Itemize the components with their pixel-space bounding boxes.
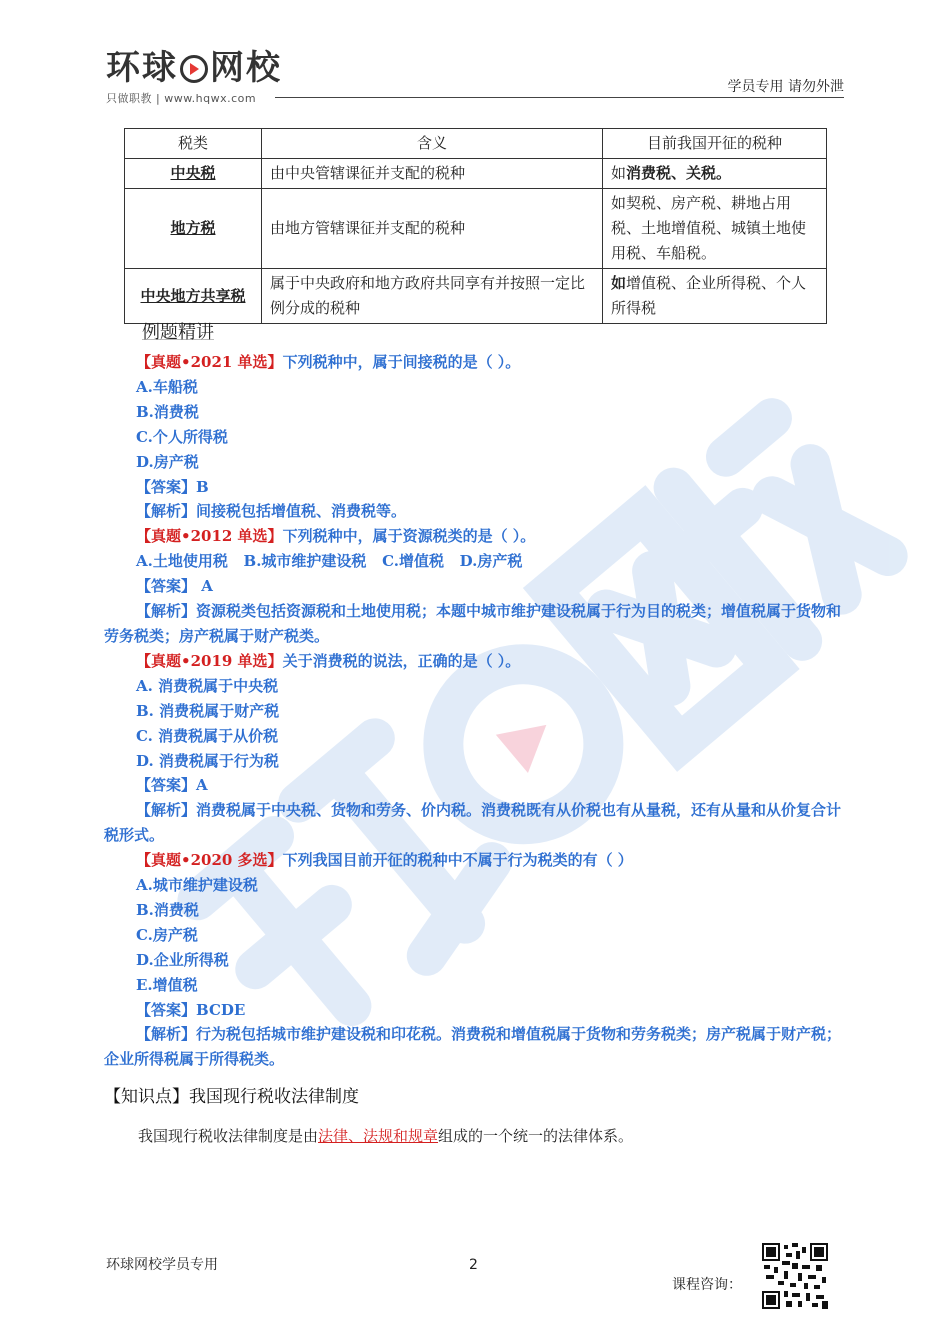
section-title: 例题精讲	[142, 322, 214, 343]
category-label: 中央地方共享税	[140, 286, 246, 305]
highlighted-term: 法律、法规和规章	[318, 1127, 439, 1146]
question-tag: 【真题•2019 单选】	[136, 651, 283, 670]
examples-text: 消费税、关税。	[626, 164, 732, 182]
examples-prefix: 如	[611, 274, 627, 292]
option: C. 消费税属于从价税	[136, 726, 279, 745]
course-consult-label: 课程咨询：	[672, 1277, 742, 1293]
table-header-row	[125, 129, 827, 159]
option: D.企业所得税	[136, 950, 229, 969]
question-text: 下列税种中，属于资源税类的是（ ）。	[282, 527, 536, 546]
table-row	[125, 159, 827, 189]
play-icon	[180, 55, 208, 83]
question-text: 关于消费税的说法，正确的是（ ）。	[282, 651, 521, 670]
text-before: 我国现行税收法律制度是由	[138, 1127, 319, 1146]
table-cell-meaning: 由地方管辖课征并支配的税种	[262, 189, 603, 269]
logo-subtitle: 只做职教 | www.hqwx.com	[106, 92, 257, 105]
options-inline: A.土地使用税 B.城市维护建设税 C.增值税 D.房产税	[136, 552, 523, 571]
table-cell-category	[125, 159, 262, 189]
table-cell-examples	[603, 159, 827, 189]
question-tag: 【真题•2021 单选】	[136, 353, 283, 371]
analysis: 【解析】间接税包括增值税、消费税等。	[136, 502, 407, 521]
text-after: 组成的一个统一的法律体系。	[438, 1127, 634, 1146]
examples-prefix: 如	[611, 164, 627, 182]
option: A. 消费税属于中央税	[136, 676, 279, 695]
header-divider	[275, 97, 844, 98]
question-text: 下列税种中，属于间接税的是（ ）。	[282, 353, 521, 371]
option: B. 消费税属于财产税	[136, 701, 280, 720]
table-header: 含义	[262, 129, 603, 159]
option: A.车船税	[136, 377, 198, 396]
table-cell-meaning: 属于中央政府和地方政府共同享有并按照一定比例分成的税种	[262, 269, 603, 324]
answer: 【答案】BCDE	[136, 1000, 246, 1019]
knowledge-point-text	[104, 1124, 846, 1148]
category-label: 地方税	[170, 219, 216, 237]
logo-wordmark	[106, 48, 282, 88]
question-line	[104, 524, 846, 549]
header-logo	[106, 48, 282, 106]
analysis: 【解析】消费税属于中央税、货物和劳务、价内税。消费税既有从价税也有从量税，还有从量和从价复合计税形式。	[104, 801, 842, 845]
category-label: 中央税	[170, 164, 216, 182]
table-row	[125, 269, 827, 324]
option: C.房产税	[136, 925, 198, 944]
main-content	[104, 318, 846, 1148]
table-cell-category	[125, 269, 262, 324]
header-notice: 学员专用 请勿外泄	[727, 79, 844, 95]
analysis: 【解析】行为税包括城市维护建设税和印花税。消费税和增值税属于货物和劳务税类；房产税属于财产税；企业所得税属于所得税类。	[104, 1025, 842, 1069]
question-tag: 【真题•2012 单选】	[136, 527, 283, 546]
answer: 【答案】 A	[136, 577, 213, 596]
option: E.增值税	[136, 975, 198, 994]
tax-category-table	[124, 128, 827, 324]
question-line	[104, 848, 846, 873]
question-text: 下列我国目前开征的税种中不属于行为税类的有（ ）	[282, 851, 633, 870]
table-row	[125, 189, 827, 269]
option: D. 消费税属于行为税	[136, 751, 279, 770]
logo-text-part1: 环球	[106, 48, 178, 88]
table-header: 税类	[125, 129, 262, 159]
question-tag: 【真题•2020 多选】	[136, 851, 283, 870]
footer-label: 环球网校学员专用	[106, 1257, 218, 1273]
logo-text-part2: 网校	[210, 48, 282, 88]
qr-code-icon	[762, 1243, 828, 1309]
page-number: 2	[469, 1257, 478, 1273]
table-header: 目前我国开征的税种	[603, 129, 827, 159]
option: C.个人所得税	[136, 427, 228, 446]
answer: 【答案】A	[136, 776, 208, 795]
table-cell-meaning: 由中央管辖课征并支配的税种	[262, 159, 603, 189]
table-cell-examples	[603, 269, 827, 324]
analysis: 【解析】资源税类包括资源税和土地使用税；本题中城市维护建设税属于行为目的税类；增值税属于货物和劳务税类；房产税属于财产税类。	[104, 602, 842, 645]
question-line	[104, 649, 846, 674]
answer: 【答案】B	[136, 477, 209, 496]
table-cell-examples: 如契税、房产税、耕地占用税、土地增值税、城镇土地使用税、车船税。	[603, 189, 827, 269]
table-cell-category	[125, 189, 262, 269]
option: B.消费税	[136, 900, 199, 919]
option: B.消费税	[136, 402, 199, 421]
question-line	[104, 350, 846, 375]
option: A.城市维护建设税	[136, 876, 258, 895]
option: D.房产税	[136, 452, 199, 471]
examples-text: 增值税、企业所得税、个人所得税	[611, 274, 807, 317]
knowledge-point-title: 【知识点】我国现行税收法律制度	[104, 1087, 359, 1108]
